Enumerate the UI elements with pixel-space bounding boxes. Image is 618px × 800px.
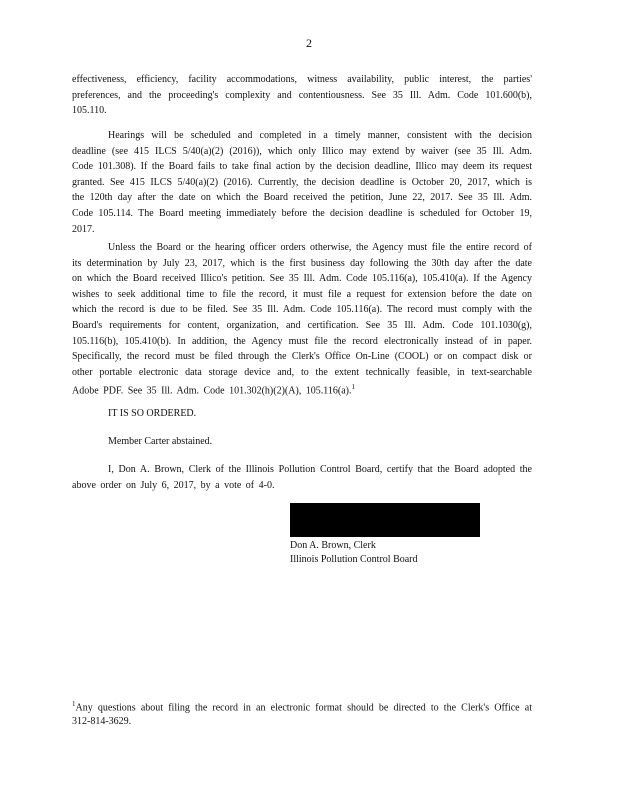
paragraph-text: I, Don A. Brown, Clerk of the Illinois Pollution Control Board, certify that the Board adopted the above order on July 6, 2017, by a vote of 4-0. (72, 464, 532, 491)
paragraph-text: effectiveness, efficiency, facility accommodations, witness availability, public interest, the parties' preferences, and the proceeding's complexity and contentiousness. See 35 Ill. Adm. Code 101.600(b), 105.110. (72, 74, 532, 117)
paragraph-hearings (72, 128, 532, 237)
so-ordered: IT IS SO ORDERED. (108, 408, 197, 419)
abstention-note: Member Carter abstained. (108, 436, 213, 447)
paragraph-body: Unless the Board or the hearing officer orders otherwise, the Agency must file the entire record of its determination by July 23, 2017, which is the first business day following the 30th day after the date on which the Board received Illico's petition. See 35 Ill. Adm. Code 105.116(a), 105.410(a). If the Agency wishes to seek additional time to file the record, it must file a request for extension before the date on which the record is due to be filed. See 35 Ill. Adm. Code 105.116(a). The record must comply with the Board's requirements for content, organization, and certification. See 35 Ill. Adm. Code 101.1030(g), 105.116(b), 105.410(b). In addition, the Agency must file the record electronically instead of in paper. Specifically, the record must be filed through the Clerk's Office On-Line (COOL) or on compact disk or other portable electronic data storage device and, to the extent technically feasible, in text-searchable Adobe PDF. See 35 Ill. Adm. Code 101.302(h)(2)(A), 105.116(a). (72, 242, 532, 397)
paragraph-text: Hearings will be scheduled and completed in a timely manner, consistent with the decision deadline (see 415 ILCS 5/40(a)(2) (2016)), which only Illico may extend by waiver (see 35 Ill. Adm. Code 101.308). If the Board fails to take final action by the decision deadline, Illico may deem its request granted. See 415 ILCS 5/40(a)(2) (2016). Currently, the decision deadline is October 20, 2017, which is the 120th day after the date on which the Board received the petition, June 22, 2017. See 35 Ill. Adm. Code 105.114. The Board meeting immediately before the decision deadline is scheduled for October 19, 2017. (72, 130, 532, 235)
footnote-text: Any questions about filing the record in an electronic format should be directed to the Clerk's Office at 312-814-3629. (72, 702, 532, 728)
redacted-signature (290, 503, 480, 537)
footnote (72, 697, 532, 729)
footnote-reference: 1 (351, 383, 356, 392)
paragraph-factors (72, 72, 532, 119)
paragraph-record-filing (72, 240, 532, 399)
footnote-mark: 1 (72, 700, 76, 708)
paragraph-text (72, 240, 532, 399)
signer-organization: Illinois Pollution Control Board (290, 554, 418, 565)
signer-name: Don A. Brown, Clerk (290, 540, 376, 551)
page-number: 2 (306, 36, 312, 50)
clerk-certification (72, 462, 532, 493)
